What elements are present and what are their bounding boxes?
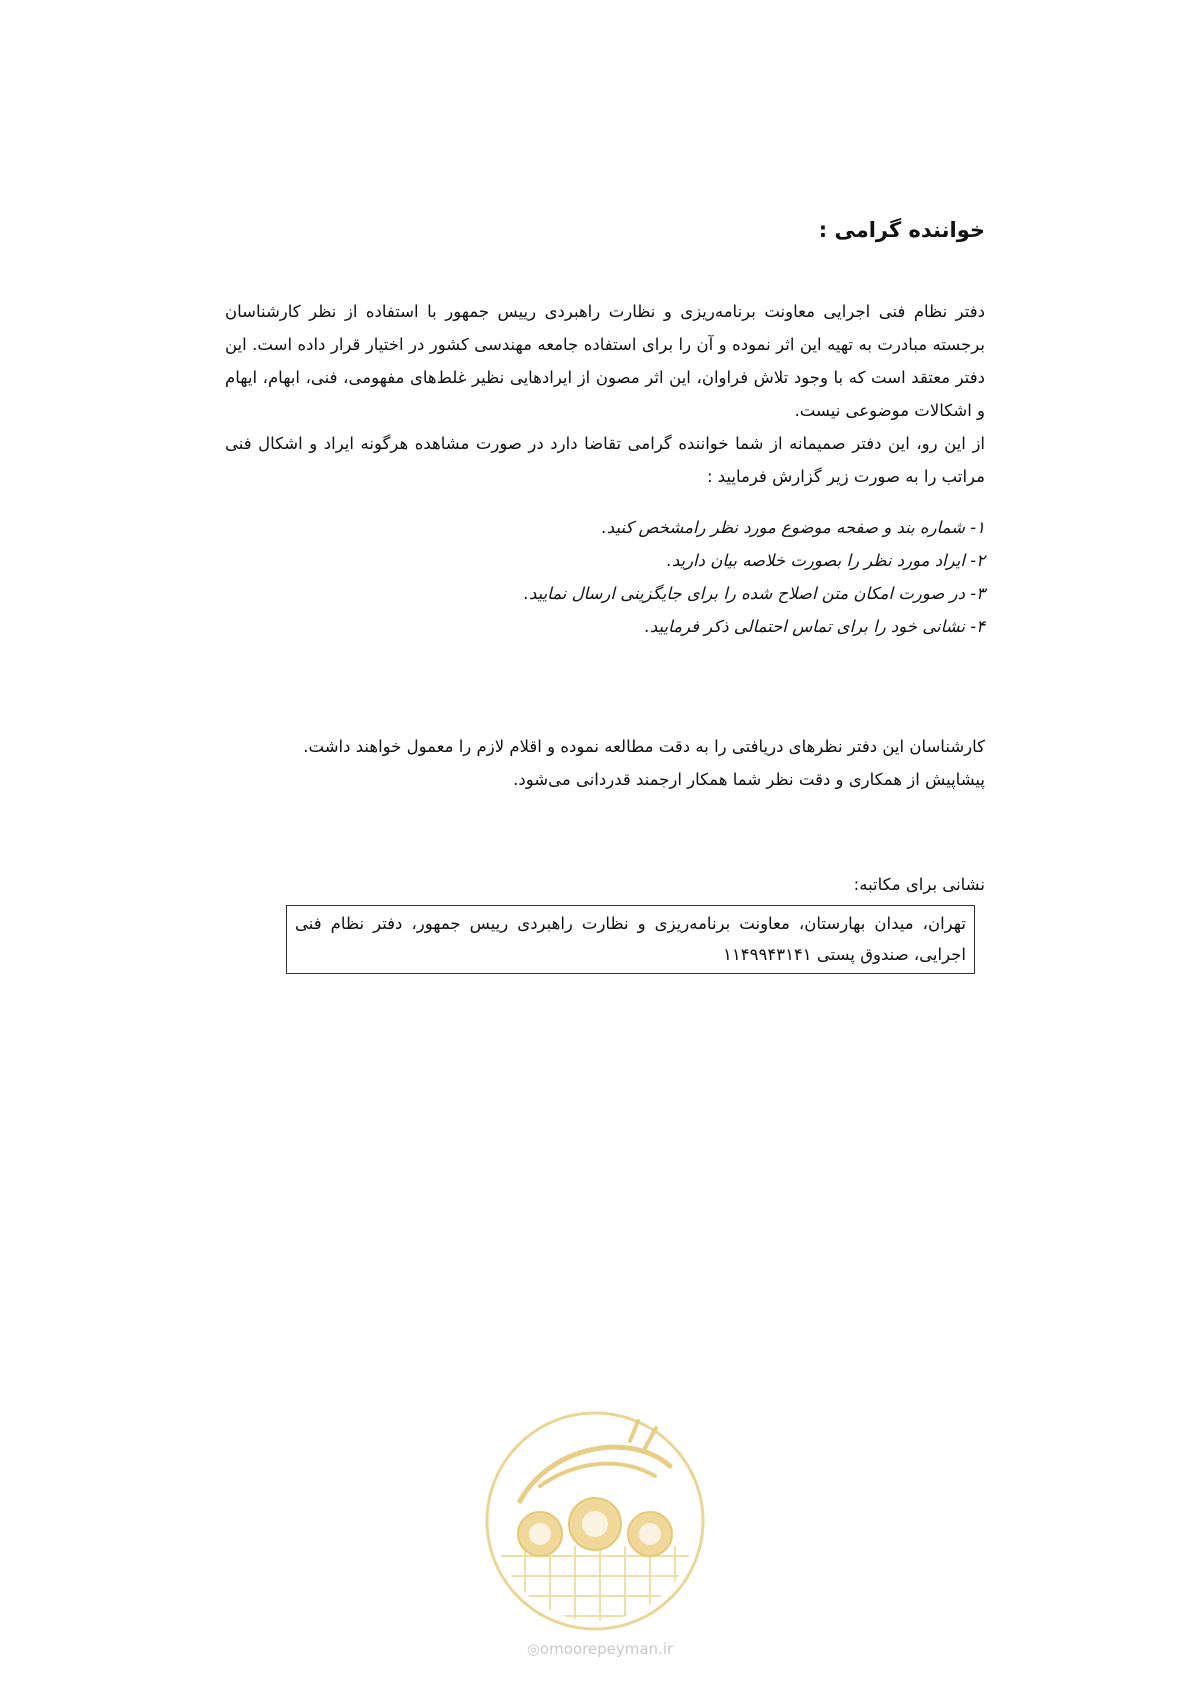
closing-paragraph-1: کارشناسان این دفتر نظرهای دریافتی را به دقت مطالعه نموده و اقلام لازم را معمول خواهند داشت. [303,737,985,756]
watermark-url-text: omoorepeyman.ir [539,1640,674,1658]
list-item: ۳- در صورت امکان متن اصلاح شده را برای جایگزینی ارسال نمایید. [523,584,985,603]
address-box: تهران، میدان بهارستان، معاونت برنامه‌ریزی و نظارت راهبردی رییس جمهور، دفتر نظام فنی اجرایی، صندوق پستی ۱۱۴۹۹۴۳۱۴۱ [286,905,975,974]
list-item: ۲- ایراد مورد نظر را بصورت خلاصه بیان دارید. [666,551,985,570]
list-item: ۱- شماره بند و صفحه موضوع مورد نظر رامشخص کنید. [601,518,985,537]
watermark-url [490,1640,710,1658]
list-item: ۴- نشانی خود را برای تماس احتمالی ذکر فرمایید. [644,617,985,636]
closing-paragraph-2: پیشاپیش از همکاری و دقت نظر شما همکار ارجمند قدردانی می‌شود. [513,770,985,789]
at-icon: ◎ [526,1640,540,1658]
intro-paragraph-1: دفتر نظام فنی اجرایی معاونت برنامه‌ریزی و نظارت راهبردی رییس جمهور با استفاده از نظر کارشناسان برجسته مبادرت به تهیه این اثر نموده و آن را برای استفاده جامعه مهندسی کشور در اختیار قرار داده است. این دفتر معتقد است که با وجود تلاش فراوان، این اثر مصون از ایرادهایی نظیر غلط‌های مفهومی، فنی، ابهام، ایهام و اشکالات موضوعی نیست. [225,302,985,420]
closing-section [225,730,985,796]
intro-paragraph-2: از این رو، این دفتر صمیمانه از شما خواننده گرامی تقاضا دارد در صورت مشاهده هرگونه ایراد و اشکال فنی مراتب را به صورت زیر گزارش فرمایید : [225,434,985,486]
page-heading: خواننده گرامی : [818,218,985,242]
address-label: نشانی برای مکاتبه: [853,875,985,894]
intro-section [225,295,985,493]
watermark-logo [480,1406,710,1636]
instructions-list [225,511,985,643]
